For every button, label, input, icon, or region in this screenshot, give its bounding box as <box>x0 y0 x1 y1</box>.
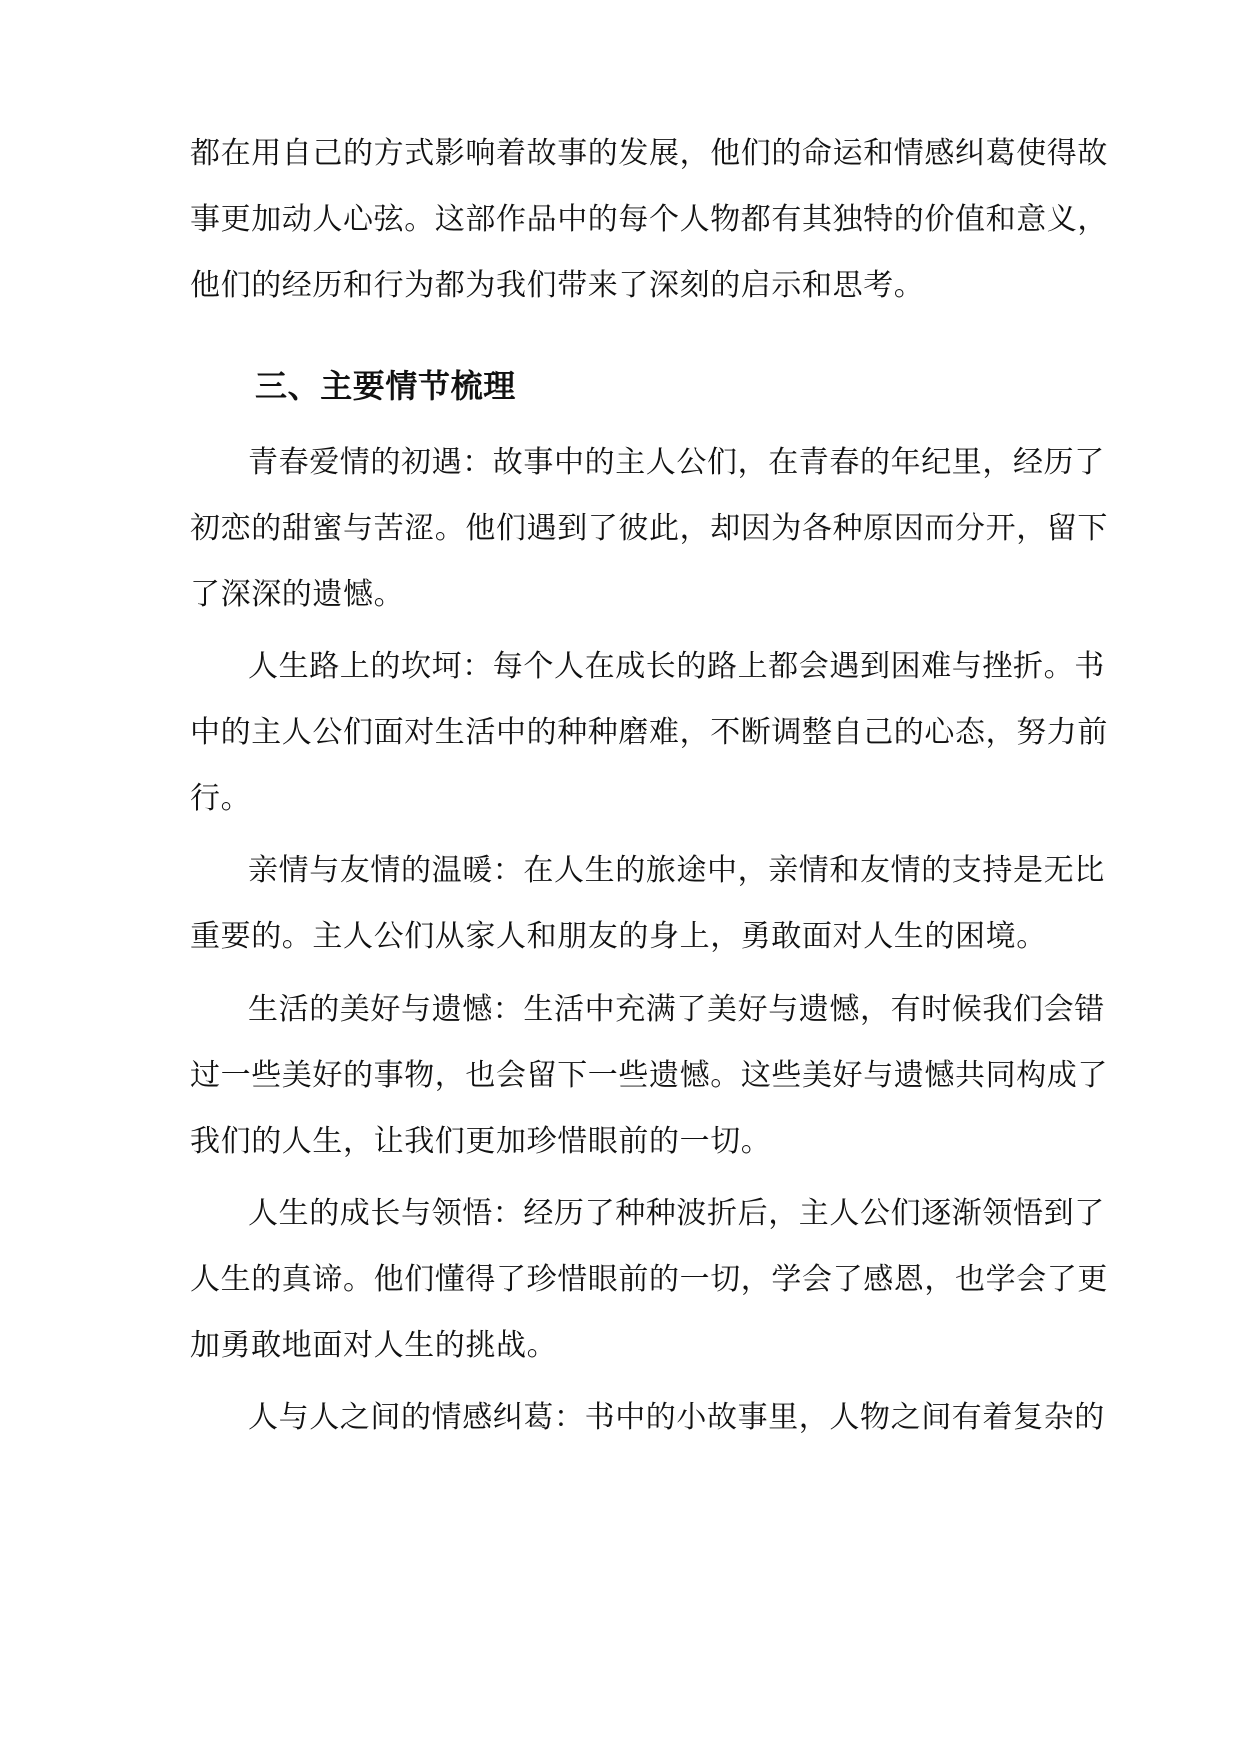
paragraph-line: 中的主人公们面对生活中的种种磨难，不断调整自己的心态，努力前 <box>190 715 1108 750</box>
paragraph-line: 青春爱情的初遇：故事中的主人公们，在青春的年纪里，经历了 <box>248 445 1105 480</box>
intro-line: 事更加动人心弦。这部作品中的每个人物都有其独特的价值和意义， <box>190 202 1108 237</box>
paragraph-line: 重要的。主人公们从家人和朋友的身上，勇敢面对人生的困境。 <box>190 919 1047 954</box>
intro-line: 他们的经历和行为都为我们带来了深刻的启示和思考。 <box>190 268 925 303</box>
paragraph-line: 人生的成长与领悟：经历了种种波折后，主人公们逐渐领悟到了 <box>248 1196 1105 1231</box>
paragraph-line: 亲情与友情的温暖：在人生的旅途中，亲情和友情的支持是无比 <box>248 853 1105 888</box>
paragraph-line: 了深深的遗憾。 <box>190 577 405 612</box>
paragraph-line: 初恋的甜蜜与苦涩。他们遇到了彼此，却因为各种原因而分开，留下 <box>190 511 1108 546</box>
paragraph-line: 行。 <box>190 781 252 816</box>
intro-line: 都在用自己的方式影响着故事的发展，他们的命运和情感纠葛使得故 <box>190 136 1108 171</box>
paragraph-line: 人与人之间的情感纠葛：书中的小故事里，人物之间有着复杂的 <box>248 1400 1105 1435</box>
paragraph-line: 我们的人生，让我们更加珍惜眼前的一切。 <box>190 1124 772 1159</box>
paragraph-line: 生活的美好与遗憾：生活中充满了美好与遗憾，有时候我们会错 <box>248 992 1105 1027</box>
paragraph-line: 加勇敢地面对人生的挑战。 <box>190 1328 558 1363</box>
section-heading: 三、主要情节梳理 <box>255 367 516 405</box>
paragraph-line: 人生路上的坎坷：每个人在成长的路上都会遇到困难与挫折。书 <box>248 649 1105 684</box>
paragraph-line: 人生的真谛。他们懂得了珍惜眼前的一切，学会了感恩，也学会了更 <box>190 1262 1108 1297</box>
paragraph-line: 过一些美好的事物，也会留下一些遗憾。这些美好与遗憾共同构成了 <box>190 1058 1108 1093</box>
